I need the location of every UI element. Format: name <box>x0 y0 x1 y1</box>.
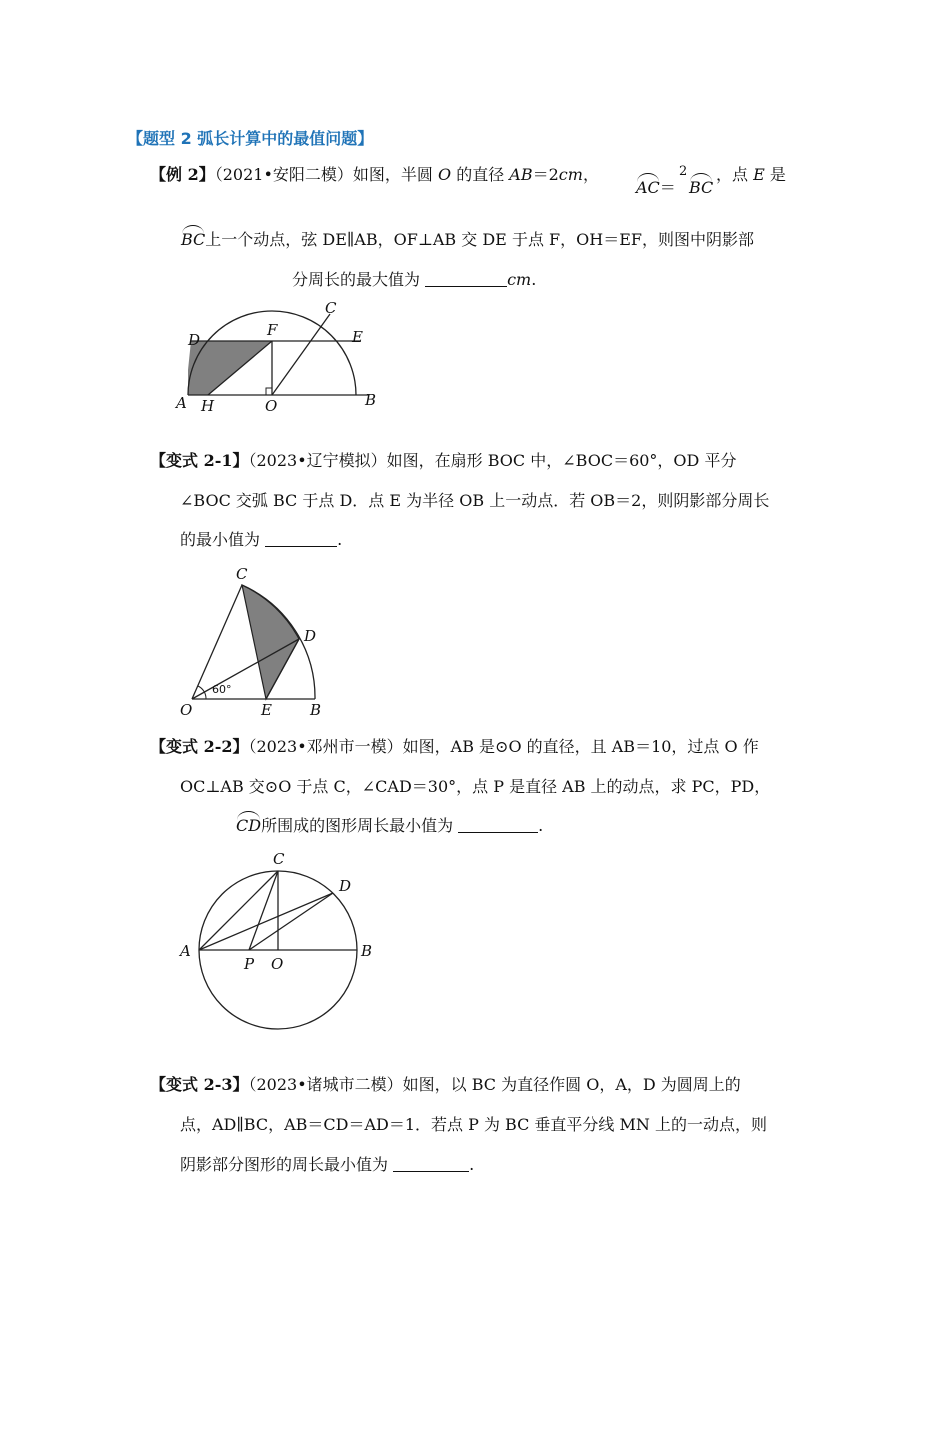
fig1-label-H: H <box>201 397 215 415</box>
answer-blank[interactable] <box>265 530 337 547</box>
figure-circle <box>170 845 385 1040</box>
fig1-label-F: F <box>267 321 278 339</box>
fig2-label-D: D <box>304 627 317 645</box>
fig1-label-C: C <box>325 299 337 317</box>
section-title: 【题型 2 弧长计算中的最值问题】 <box>127 129 374 148</box>
figure-sector <box>170 560 340 720</box>
arc-coef: 2 <box>679 164 688 179</box>
fig2-label-C: C <box>236 565 248 583</box>
fig1-label-O: O <box>265 397 278 415</box>
variant-2-1-tag: 【变式 2-1】 <box>150 451 249 470</box>
answer-blank[interactable] <box>425 270 507 287</box>
fig1-label-B: B <box>365 391 377 409</box>
fig1-label-E: E <box>352 328 363 346</box>
fig2-label-E: E <box>261 701 272 719</box>
fig3-label-D: D <box>339 877 352 895</box>
variant-2-2-line-1: 【变式 2-2】（2023•邓州市一模）如图，AB 是⊙O 的直径，且 AB＝10，过点 O 作 <box>150 737 759 756</box>
answer-blank[interactable] <box>393 1155 469 1172</box>
fig3-label-C: C <box>273 850 285 868</box>
example-2-line-2: BC上一个动点，弦 DE∥AB，OF⊥AB 交 DE 于点 F，OH＝EF，则图中阴影部 <box>181 230 754 249</box>
variant-2-2-tag: 【变式 2-2】 <box>150 737 249 756</box>
answer-blank[interactable] <box>458 816 538 833</box>
fig3-label-P: P <box>244 955 255 973</box>
variant-2-1-line-2: ∠BOC 交弧 BC 于点 D．点 E 为半径 OB 上一动点．若 OB＝2，则阴影部分周长 <box>180 491 770 510</box>
fig1-label-A: A <box>176 394 187 412</box>
fig3-label-O: O <box>271 955 284 973</box>
fig2-angle-label: 60° <box>212 683 232 696</box>
fig3-label-A: A <box>180 942 191 960</box>
arc-ac: AC＝ <box>636 178 676 197</box>
example-2-line-1: 【例 2】（2021•安阳二模）如图，半圆 O 的直径 AB＝2cm， <box>150 165 599 184</box>
example-2-line-1-end: ，点 E 是 <box>716 165 786 184</box>
figure-semicircle <box>170 295 390 420</box>
variant-2-3-line-2: 点，AD∥BC，AB＝CD＝AD＝1．若点 P 为 BC 垂直平分线 MN 上的一动点，则 <box>180 1115 767 1134</box>
example-2-tag: 【例 2】 <box>150 165 215 184</box>
variant-2-2-line-3: CD所围成的图形周长最小值为 . <box>236 816 544 835</box>
example-2-line-3: 分周长的最大值为 cm. <box>292 270 537 289</box>
variant-2-3-line-1: 【变式 2-3】（2023•诸城市二模）如图，以 BC 为直径作圆 O，A，D 为圆周上的 <box>150 1075 741 1094</box>
variant-2-3-tag: 【变式 2-3】 <box>150 1075 249 1094</box>
shaded-region <box>188 341 272 395</box>
fig1-label-D: D <box>188 331 201 349</box>
variant-2-3-line-3: 阴影部分图形的周长最小值为 . <box>180 1155 475 1174</box>
variant-2-2-line-2: OC⊥AB 交⊙O 于点 C，∠CAD＝30°，点 P 是直径 AB 上的动点，求 PC，PD， <box>180 777 771 796</box>
arc-bc: BC <box>689 178 714 197</box>
fig3-label-B: B <box>361 942 373 960</box>
variant-2-1-line-1: 【变式 2-1】（2023•辽宁模拟）如图，在扇形 BOC 中，∠BOC＝60°，OD 平分 <box>150 451 737 470</box>
variant-2-1-line-3: 的最小值为 . <box>180 530 343 549</box>
fig2-label-B: B <box>310 701 322 719</box>
fig2-label-O: O <box>180 701 193 719</box>
